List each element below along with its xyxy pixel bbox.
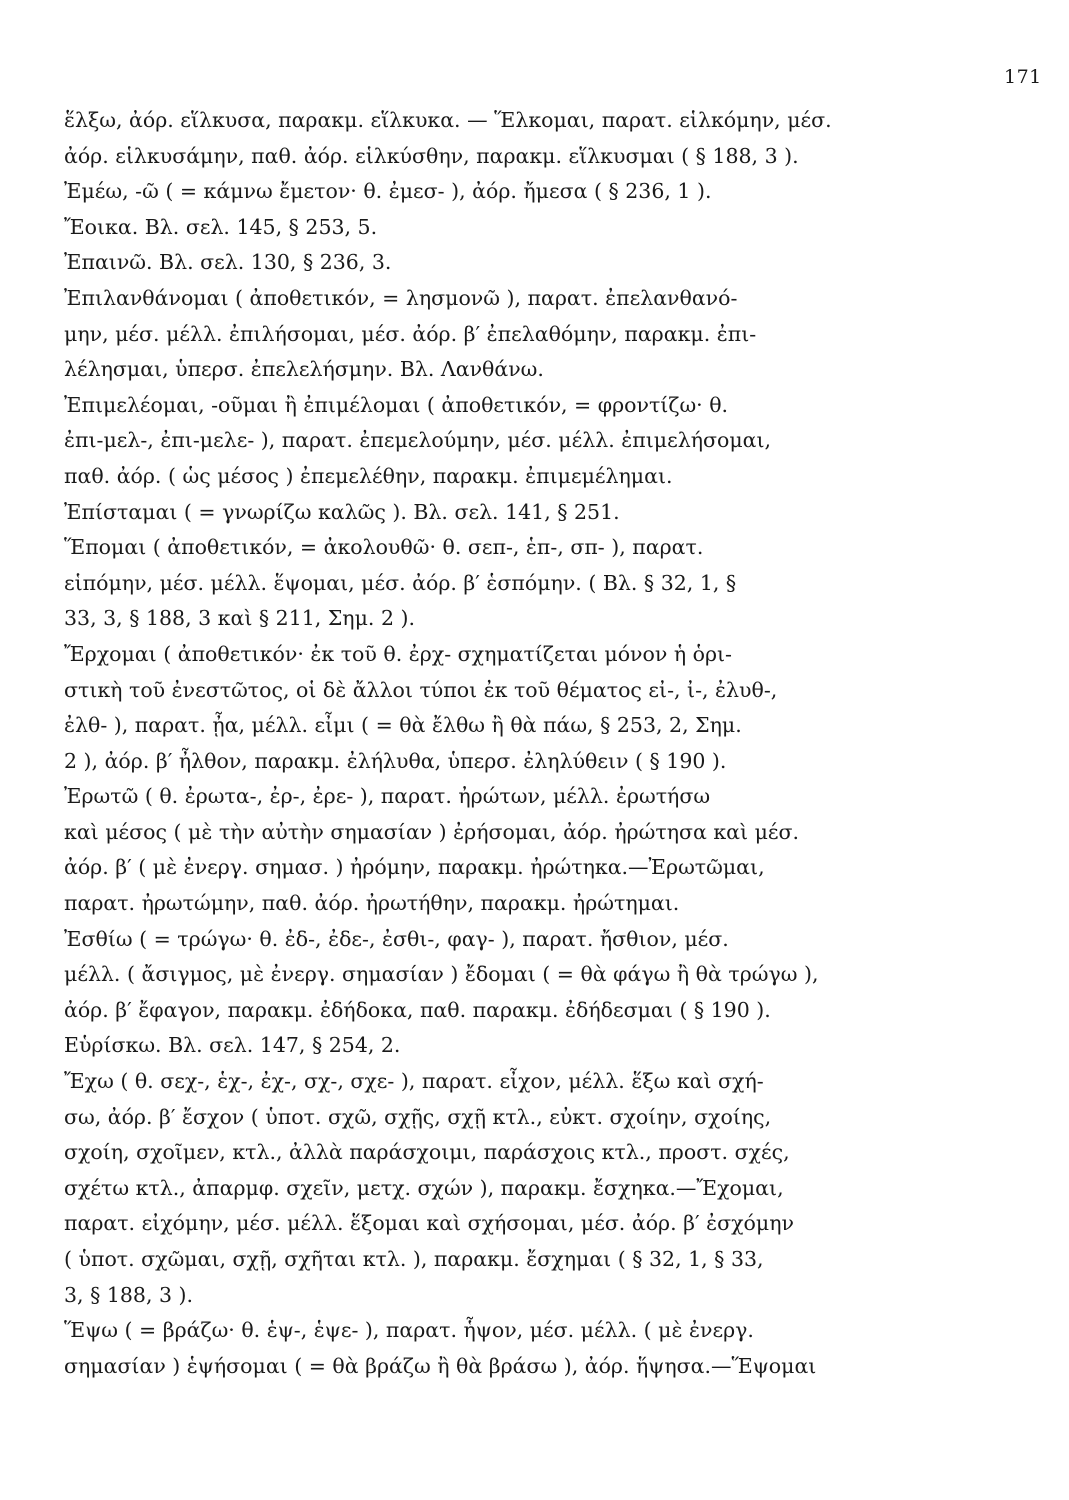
text-line: Ἐπαινῶ. Βλ. σελ. 130, § 236, 3. (64, 250, 392, 275)
text-line: σημασίαν ) ἑψήσομαι ( = θὰ βράζω ἢ θὰ βράσω ), ἀόρ. ἥψησα.—Ἕψομαι (64, 1353, 817, 1378)
text-line: ἀόρ. β′ ἔφαγον, παρακμ. ἐδήδοκα, παθ. παρακμ. ἐδήδεσμαι ( § 190 ). (64, 997, 771, 1022)
text-line: στικὴ τοῦ ἐνεστῶτος, οἱ δὲ ἄλλοι τύποι ἐκ τοῦ θέματος εἰ-, ἰ-, ἐλυθ-, (64, 677, 778, 702)
text-line: 33, 3, § 188, 3 καὶ § 211, Σημ. 2 ). (64, 606, 416, 631)
text-line: εἱπόμην, μέσ. μέλλ. ἕψομαι, μέσ. ἀόρ. β′ ἑσπόμην. ( Βλ. § 32, 1, § (64, 570, 737, 595)
text-line: ἐλθ- ), παρατ. ᾖα, μέλλ. εἶμι ( = θὰ ἔλθω ἢ θὰ πάω, § 253, 2, Σημ. (64, 713, 742, 738)
text-line: σχέτω κτλ., ἀπαρμφ. σχεῖν, μετχ. σχών ), παρακμ. ἔσχηκα.—Ἔχομαι, (64, 1175, 784, 1200)
text-line: 2 ), ἀόρ. β′ ἦλθον, παρακμ. ἐλήλυθα, ὑπερσ. ἐληλύθειν ( § 190 ). (64, 748, 727, 773)
text-line: Ἐσθίω ( = τρώγω· θ. ἐδ-, ἐδε-, ἐσθι-, φαγ- ), παρατ. ἤσθιον, μέσ. (64, 926, 729, 951)
text-line: παθ. ἀόρ. ( ὡς μέσος ) ἐπεμελέθην, παρακμ. ἐπιμεμέλημαι. (64, 463, 673, 488)
text-line: Ἐμέω, -ῶ ( = κάμνω ἔμετον· θ. ἐμεσ- ), ἀόρ. ἤμεσα ( § 236, 1 ). (64, 179, 712, 204)
text-line: Ἐπίσταμαι ( = γνωρίζω καλῶς ). Βλ. σελ. 141, § 251. (64, 499, 620, 524)
page-number: 171 (1004, 66, 1042, 88)
text-line: παρατ. ἠρωτώμην, παθ. ἀόρ. ἠρωτήθην, παρακμ. ἠρώτημαι. (64, 891, 680, 916)
text-line: ἐπι-μελ-, ἐπι-μελε- ), παρατ. ἐπεμελούμην, μέσ. μέλλ. ἐπιμελήσομαι, (64, 428, 772, 453)
text-line: καὶ μέσος ( μὲ τὴν αὐτὴν σημασίαν ) ἐρήσομαι, ἀόρ. ἠρώτησα καὶ μέσ. (64, 819, 800, 844)
text-line: ἀόρ. β′ ( μὲ ἐνεργ. σημασ. ) ἠρόμην, παρακμ. ἠρώτηκα.—Ἐρωτῶμαι, (64, 855, 765, 880)
text-line: παρατ. εἰχόμην, μέσ. μέλλ. ἕξομαι καὶ σχήσομαι, μέσ. ἀόρ. β′ ἐσχόμην (64, 1211, 794, 1236)
text-line: ἕλξω, ἀόρ. εἵλκυσα, παρακμ. εἵλκυκα. — Ἕλκομαι, παρατ. εἱλκόμην, μέσ. (64, 108, 832, 132)
text-line: 3, § 188, 3 ). (64, 1282, 194, 1307)
text-line: Ἐπιλανθάνομαι ( ἀποθετικόν, = λησμονῶ ), παρατ. ἐπελανθανό- (64, 285, 738, 310)
text-line: Ἐπιμελέομαι, -οῦμαι ἢ ἐπιμέλομαι ( ἀποθετικόν, = φροντίζω· θ. (64, 392, 729, 417)
text-line: Ἕψω ( = βράζω· θ. ἑψ-, ἑψε- ), παρατ. ἧψον, μέσ. μέλλ. ( μὲ ἐνεργ. (64, 1318, 754, 1343)
text-line: Ἔοικα. Βλ. σελ. 145, § 253, 5. (64, 214, 378, 239)
text-line: ( ὑποτ. σχῶμαι, σχῇ, σχῆται κτλ. ), παρακμ. ἔσχημαι ( § 32, 1, § 33, (64, 1247, 764, 1271)
text-line: Ἔρχομαι ( ἀποθετικόν· ἐκ τοῦ θ. ἐρχ- σχηματίζεται μόνον ἡ ὁρι- (64, 641, 732, 666)
text-line: σχοίη, σχοῖμεν, κτλ., ἀλλὰ παράσχοιμι, παράσχοις κτλ., προστ. σχές, (64, 1140, 790, 1165)
text-line: λέλησμαι, ὑπερσ. ἐπελελήσμην. Βλ. Λανθάνω. (64, 357, 544, 382)
text-line: Ἕπομαι ( ἀποθετικόν, = ἀκολουθῶ· θ. σεπ-, ἑπ-, σπ- ), παρατ. (64, 535, 704, 560)
text-line: Ἔχω ( θ. σεχ-, ἑχ-, ἐχ-, σχ-, σχε- ), παρατ. εἶχον, μέλλ. ἕξω καὶ σχή- (64, 1069, 764, 1094)
dictionary-text (64, 103, 932, 1384)
text-line: μέλλ. ( ἄσιγμος, μὲ ἐνεργ. σημασίαν ) ἔδομαι ( = θὰ φάγω ἢ θὰ τρώγω ), (64, 962, 819, 987)
text-line: μην, μέσ. μέλλ. ἐπιλήσομαι, μέσ. ἀόρ. β′ ἐπελαθόμην, παρακμ. ἐπι- (64, 321, 757, 346)
text-line: σω, ἀόρ. β′ ἔσχον ( ὑποτ. σχῶ, σχῇς, σχῇ κτλ., εὐκτ. σχοίην, σχοίης, (64, 1104, 772, 1129)
text-line: ἀόρ. εἱλκυσάμην, παθ. ἀόρ. εἱλκύσθην, παρακμ. εἵλκυσμαι ( § 188, 3 ). (64, 143, 799, 168)
text-line: Ἐρωτῶ ( θ. ἐρωτα-, ἐρ-, ἐρε- ), παρατ. ἠρώτων, μέλλ. ἐρωτήσω (64, 784, 711, 809)
text-line: Εὑρίσκω. Βλ. σελ. 147, § 254, 2. (64, 1033, 401, 1058)
